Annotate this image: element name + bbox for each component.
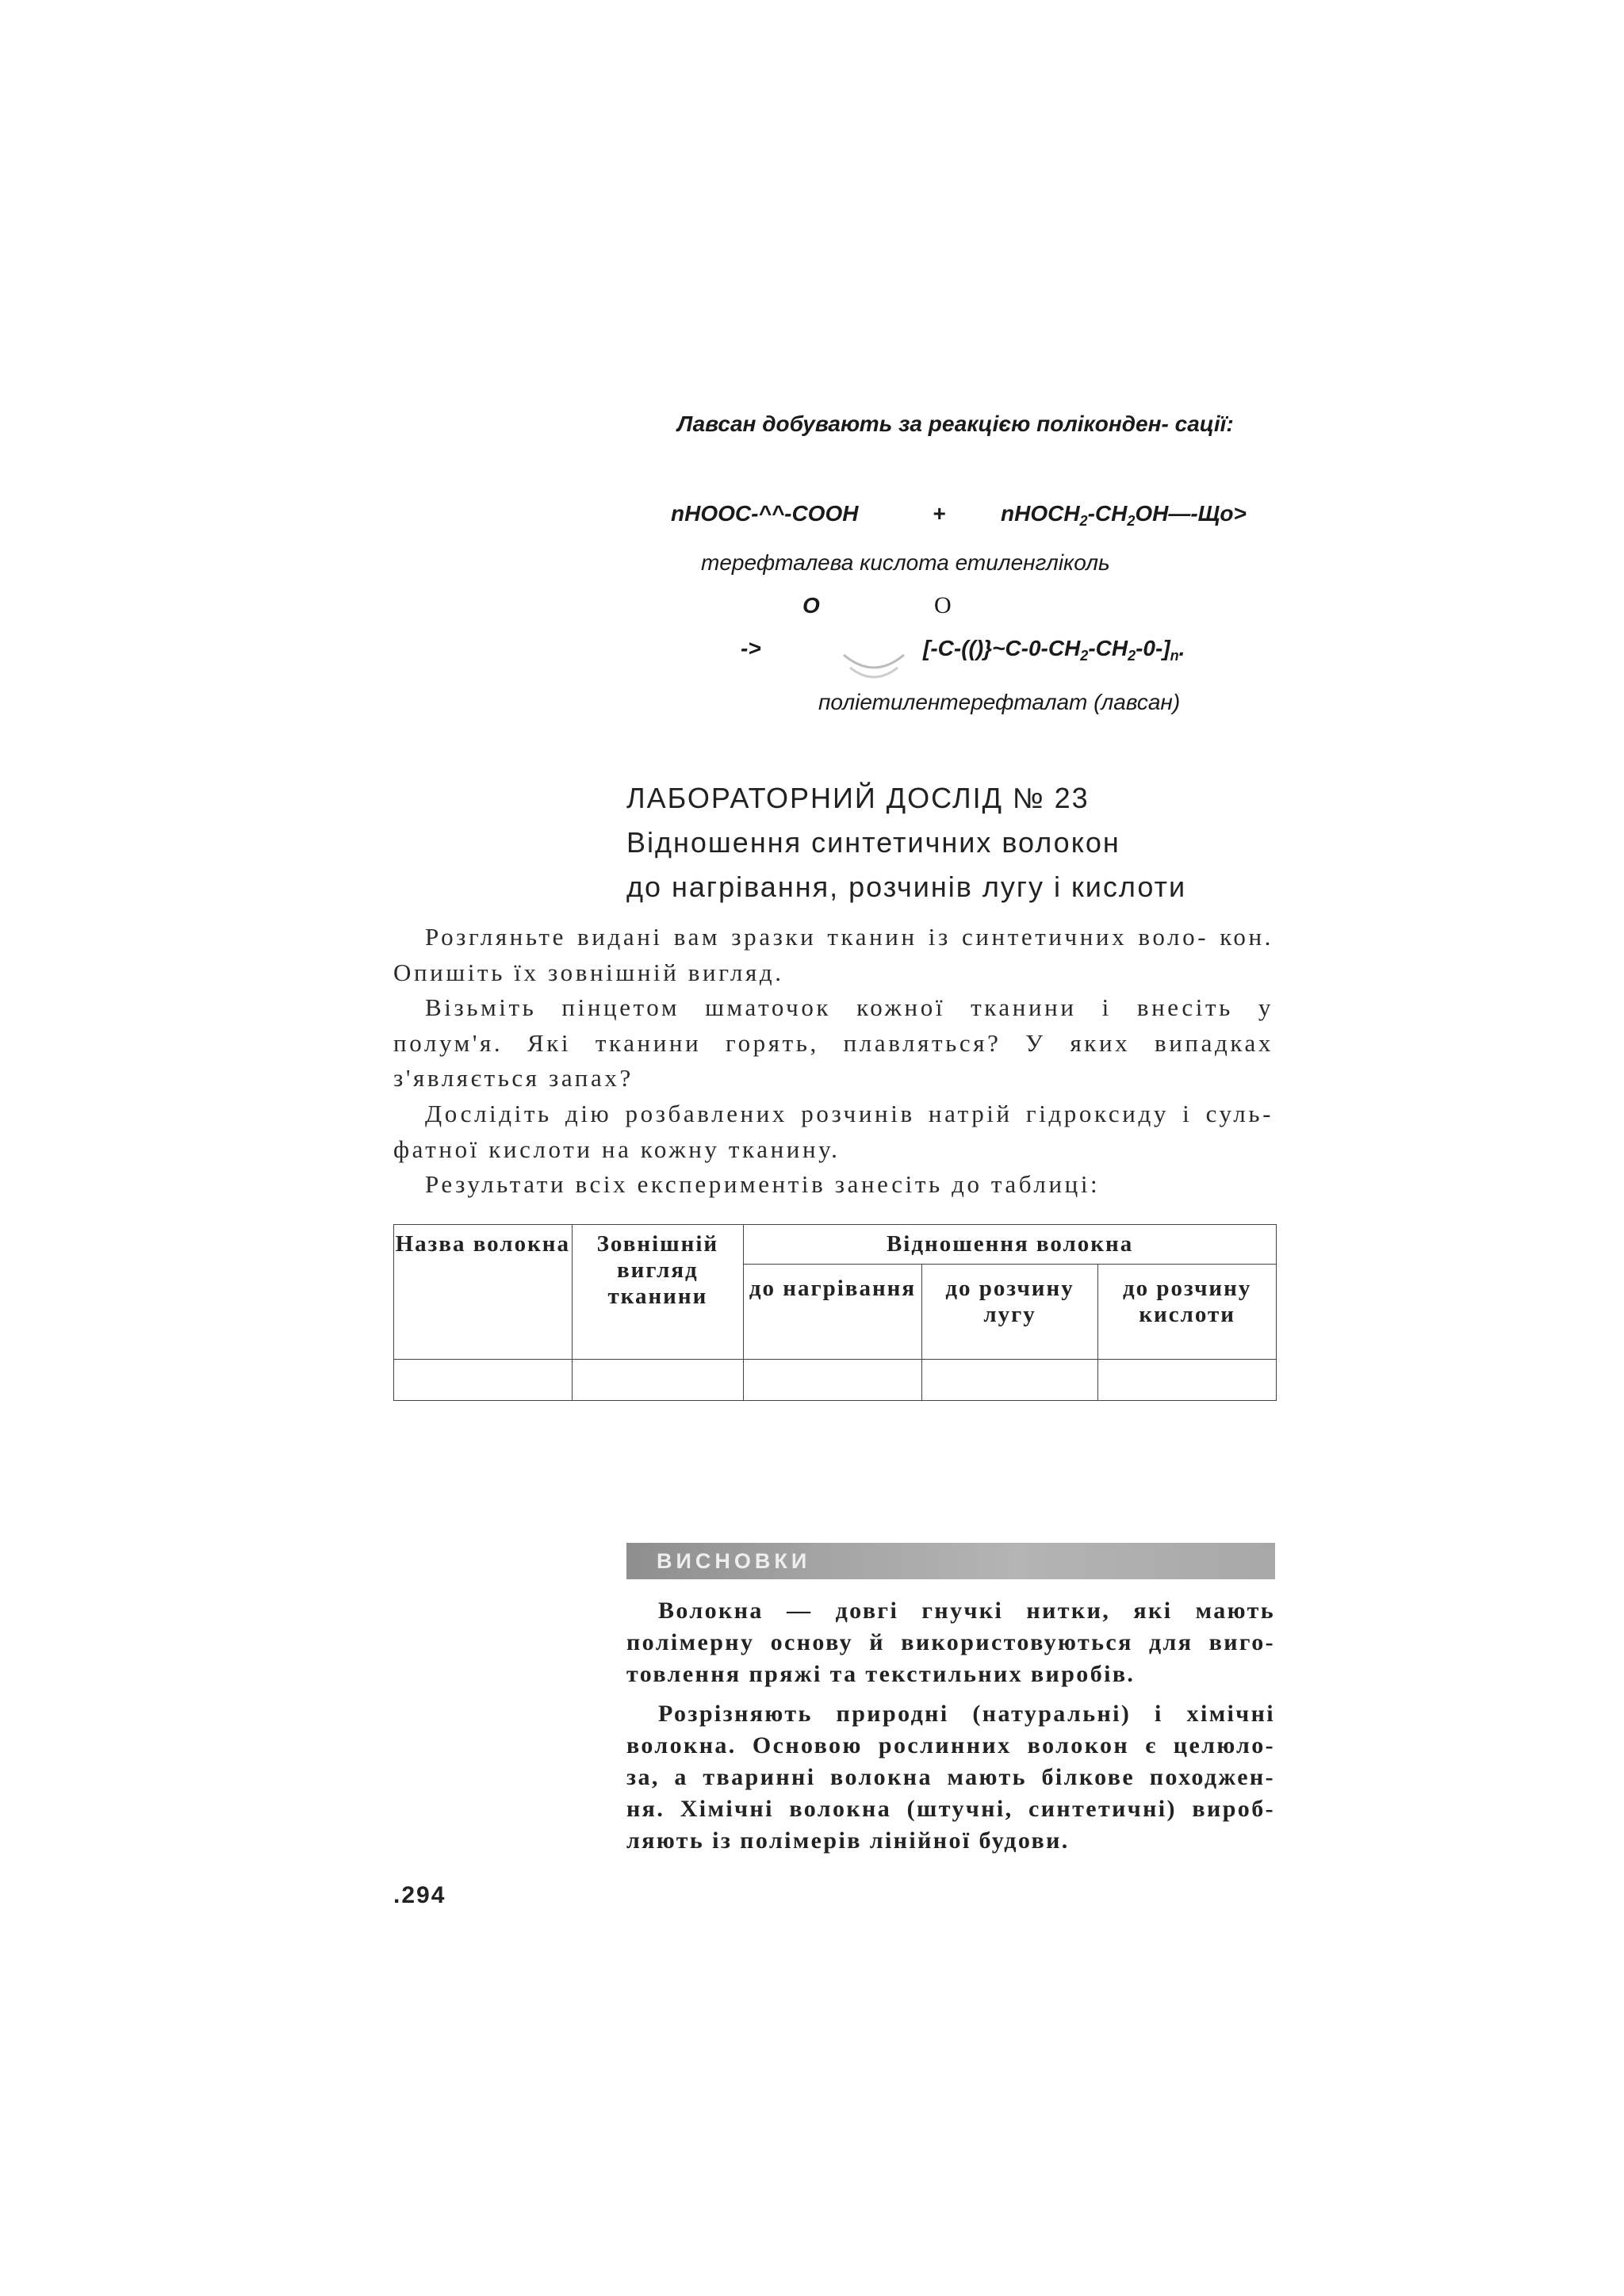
table-cell bbox=[921, 1360, 1098, 1401]
oxygen-label-left: O bbox=[802, 593, 820, 618]
instruction-paragraph: Візьміть пінцетом шматочок кожної тканини і внесіть у полум'я. Які тканини горять, плавляться? У яких випадках з'являється запах? bbox=[393, 993, 1274, 1093]
lab-instructions bbox=[393, 920, 1274, 1203]
page-number: .294 bbox=[393, 1882, 446, 1908]
benzene-ring-icon bbox=[841, 649, 907, 687]
table-cell bbox=[572, 1360, 744, 1401]
conclusions-banner bbox=[626, 1543, 1275, 1579]
instruction-paragraph: Розгляньте видані вам зразки тканин із синтетичних воло- кон. Опишіть їх зовнішній вигляд. bbox=[393, 923, 1274, 986]
reaction-arrow: -> bbox=[741, 636, 761, 660]
reactant-terephthalic-acid: nHOOC-^^-COOH bbox=[671, 501, 859, 526]
table-row bbox=[394, 1360, 1277, 1401]
header-to-heating: до нагрівання bbox=[744, 1265, 922, 1360]
instruction-paragraph: Дослідіть дію розбавлених розчинів натрій гідроксиду і суль- фатної кислоти на кожну тканину. bbox=[393, 1099, 1274, 1163]
header-to-acid: до розчину кислоти bbox=[1098, 1265, 1277, 1360]
table-cell bbox=[394, 1360, 573, 1401]
instruction-paragraph: Результати всіх експериментів занесіть до таблиці: bbox=[425, 1170, 1101, 1199]
reactant-names: терефталева кислота етиленгліколь bbox=[701, 550, 1110, 575]
results-table bbox=[393, 1224, 1277, 1401]
table-cell bbox=[1098, 1360, 1277, 1401]
table-cell bbox=[744, 1360, 922, 1401]
conclusion-paragraph: Волокна — довгі гнучкі нитки, які мають полімерну основу й використовуються для виго- товлення пряжі та текстильних виробів. bbox=[626, 1598, 1275, 1687]
header-fiber-name: Назва волокна bbox=[394, 1225, 573, 1360]
oxygen-label-right: O bbox=[934, 592, 952, 618]
header-to-alkali: до розчину лугу bbox=[921, 1265, 1098, 1360]
intro-paragraph: Лавсан добувають за реакцією поліконден- сації: bbox=[677, 411, 1234, 436]
conclusions-heading: ВИСНОВКИ bbox=[657, 1548, 811, 1573]
header-fiber-relation: Відношення волокна bbox=[744, 1225, 1277, 1265]
lab-title-line2: Відношення синтетичних волокон bbox=[626, 826, 1120, 859]
product-name: поліетилентерефталат (лавсан) bbox=[818, 690, 1181, 714]
product-formula: $[-C-(()\}\sim C-0-CH_2-CH_2-0-]_n$. bbox=[923, 636, 1185, 664]
lab-title-line1: ЛАБОРАТОРНИЙ ДОСЛІД № 23 bbox=[626, 782, 1090, 814]
lab-title-line3: до нагрівання, розчинів лугу і кислоти bbox=[626, 871, 1187, 903]
conclusion-paragraph: Розрізняють природні (натуральні) і хімічні волокна. Основою рослинних волокон є целюло- за, а тваринні волокна мають білкове походжен- ня. Хімічні волокна (штучні, синтетичні) вироб- ляють із полімерів лінійної будови. bbox=[626, 1701, 1275, 1854]
plus-sign: + bbox=[933, 501, 946, 526]
reactant-ethylene-glycol: $nHOCH_2-CH_2OH—-Що>$ bbox=[1001, 501, 1247, 529]
header-appearance: Зовнішній вигляд тканини bbox=[572, 1225, 744, 1360]
conclusions-text bbox=[626, 1595, 1275, 1865]
